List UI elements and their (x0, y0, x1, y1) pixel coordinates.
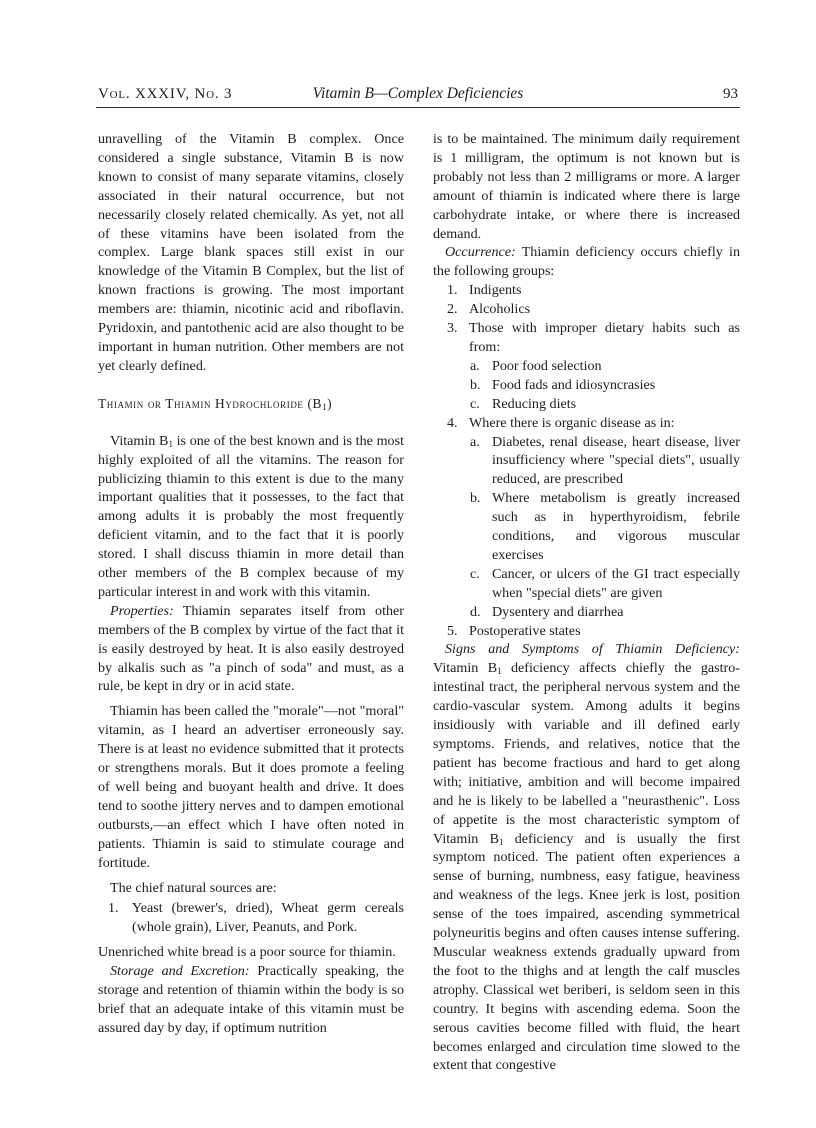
sublist-item-letter: a. (470, 433, 480, 450)
occurrence-list-item (433, 414, 740, 433)
section-heading (98, 395, 404, 414)
sources-paragraph: The chief natural sources are: (110, 879, 277, 896)
b1-text-a: Vitamin B (110, 432, 169, 449)
occurrence-sublist-item (433, 395, 740, 414)
sublist-item-text: Reducing diets (492, 395, 577, 412)
b1-sub: 1 (168, 438, 173, 449)
sublist-item-letter: b. (470, 490, 481, 507)
bread-paragraph: Unenriched white bread is a poor source for thiamin. (98, 944, 396, 961)
list-item-text: Those with improper dietary habits such as from: (469, 320, 740, 355)
vitamin-b1-paragraph (98, 432, 404, 602)
occurrence-list-item (433, 319, 740, 357)
sublist-item-letter: c. (470, 565, 480, 582)
signs-sub-1: 1 (497, 666, 502, 677)
sublist-item-text: Food fads and idiosyncrasies (492, 376, 656, 393)
source-list-item (98, 899, 404, 937)
header-rule (96, 107, 740, 108)
source-text: Yeast (brewer's, dried), Wheat germ cereals (whole grain), Liver, Peanuts, and Pork. (132, 900, 404, 936)
list-item-text: Where there is organic disease as in: (469, 414, 675, 431)
occurrence-list-item (433, 300, 740, 319)
sublist-item-text: Cancer, or ulcers of the GI tract especially when "special diets" are given (492, 565, 740, 601)
properties-text: Thiamin separates itself from other members of the B complex by virtue of the fact that it is easily destroyed by heat. It is also easily destroyed by alkalis such as "a pinch of soda" and must, as a rule, be kept in dry or in acid state. (98, 602, 404, 695)
list-item-number: 3. (447, 320, 458, 337)
occurrence-sublist-item (433, 565, 740, 603)
storage-text: Practically speaking, the storage and retention of thiamin within the body is so brief that an adequate intake of this vitamin must be assured day by day, if optimum nutrition (98, 963, 404, 1036)
occurrence-text: Thiamin deficiency occurs chiefly in the following groups: (433, 244, 740, 280)
running-header (98, 82, 738, 108)
list-item-text: Postoperative states (469, 622, 581, 639)
sublist-item-text: Dysentery and diarrhea (492, 603, 624, 620)
sublist-item-letter: c. (470, 395, 480, 412)
volume-label: Vol. XXXIV, No. 3 (98, 86, 233, 102)
list-item-text: Alcoholics (469, 301, 531, 318)
sublist-item-letter: b. (470, 376, 481, 393)
signs-text-c: deficiency and is usually the first symptom noticed. The patient often experiences a sense of burning, numbness, easy fatigue, heaviness and weakness of the legs. Knee jerk is lost, position sense of the toes impaired, ascending symmetrical polyneuritis begins and often causes intense suffering. Muscular weakness extends gradually upward from the foot to the thighs and at length the calf muscles atrophy. Classical wet beriberi, is seldom seen in this country. It begins with ascending edema. Soon the serous cavities become filled with fluid, the heart becomes enlarged and circulation time slowed to the extent that congestive (433, 830, 740, 1074)
occurrence-paragraph (433, 243, 740, 281)
list-item-number: 2. (447, 301, 458, 318)
sublist-item-letter: a. (470, 357, 480, 374)
properties-paragraph (98, 602, 404, 697)
section-heading-text: Thiamin or Thiamin Hydrochloride (B (98, 395, 323, 411)
left-column (98, 130, 404, 1038)
list-item-number: 4. (447, 414, 458, 431)
sublist-item-text: Diabetes, renal disease, heart disease, liver insufficiency where "special diets", usually reduced, are prescribed (492, 433, 740, 488)
source-number: 1. (108, 900, 119, 917)
occurrence-sublist-item (433, 376, 740, 395)
occurrence-label: Occurrence: (445, 244, 516, 261)
signs-label: Signs and Symptoms of Thiamin Deficiency: (445, 641, 740, 658)
signs-text-b: deficiency affects chiefly the gastro-intestinal tract, the peripheral nervous system and the cardio-vascular system. Among adults it begins insidiously with variable and ill defined early symptoms. Friends, and relatives, notice that the patient has become fractious and hard to get along with; initiative, ambition and will become impaired and he is likely to be labelled a "neurasthenic". Loss of appetite is the most characteristic symptom of Vitamin B (433, 660, 740, 847)
occurrence-list (433, 281, 740, 640)
occurrence-sublist-item (433, 433, 740, 490)
properties-label: Properties: (110, 602, 174, 619)
occurrence-sublist-item (433, 603, 740, 622)
running-title: Vitamin B—Complex Deficiencies (312, 85, 524, 102)
occurrence-sublist-item (433, 357, 740, 376)
sublist-item-letter: d. (470, 603, 481, 620)
page-number: 93 (723, 86, 738, 102)
list-item-number: 5. (447, 622, 458, 639)
sublist-item-text: Where metabolism is greatly increased such as in hyperthyroidism, febrile conditions, and vigorous muscular exercises (492, 490, 740, 563)
signs-text-a: Vitamin B (433, 660, 498, 677)
occurrence-list-item (433, 281, 740, 300)
signs-sub-2: 1 (498, 836, 504, 847)
sublist-item-text: Poor food selection (492, 357, 602, 374)
storage-paragraph (98, 962, 404, 1038)
morale-paragraph: Thiamin has been called the "morale"—not "moral" vitamin, as I heard an advertiser erroneously say. There is at least no evidence submitted that it protects or strengthens morals. But it does promote a feeling of well being and buoyant health and drive. It does tend to soothe jittery nerves and to dampen emotional outbursts,—an effect which I have often noted in patients. Thiamin is said to stimulate courage and fortitude. (98, 703, 404, 871)
occurrence-sublist-item (433, 489, 740, 565)
list-item-text: Indigents (469, 282, 522, 299)
storage-label: Storage and Excretion: (110, 963, 250, 980)
signs-paragraph (433, 640, 740, 1075)
intro-paragraph: unravelling of the Vitamin B complex. Once considered a single substance, Vitamin B is now known to consist of many separate vitamins, closely associated in their natural occurrence, but not necessarily closely related chemically. As yet, not all of these vitamins have been isolated from the complex. Large blank spaces still exist in our knowledge of the Vitamin B Complex, but the list of known fractions is growing. The most important members are: thiamin, nicotinic acid and riboflavin. Pyridoxin, and pantothenic acid are also thought to be important in human nutrition. Other members are not yet clearly defined. (98, 131, 404, 374)
b1-text-b: is one of the best known and is the most highly exploited of all the vitamins. The reason for publicizing thiamin to this extent is due to the many important qualities that it possesses, to the fact that among adults it is probably the most frequently deficient vitamin, and to the fact that it is poorly stored. I shall discuss thiamin in more detail than other members of the B complex because of my particular interest in and work with this vitamin. (98, 432, 404, 600)
section-heading-sub: 1 (322, 401, 328, 412)
continued-paragraph: is to be maintained. The minimum daily requirement is 1 milligram, the optimum is not known but is probably not less than 2 milligrams or more. A larger amount of thiamin is indicated where there is large carbohydrate intake, or where there is increased demand. (433, 131, 740, 242)
list-item-number: 1. (447, 282, 458, 299)
right-column (433, 130, 740, 1075)
occurrence-list-item (433, 622, 740, 641)
section-heading-end: ) (327, 395, 333, 411)
